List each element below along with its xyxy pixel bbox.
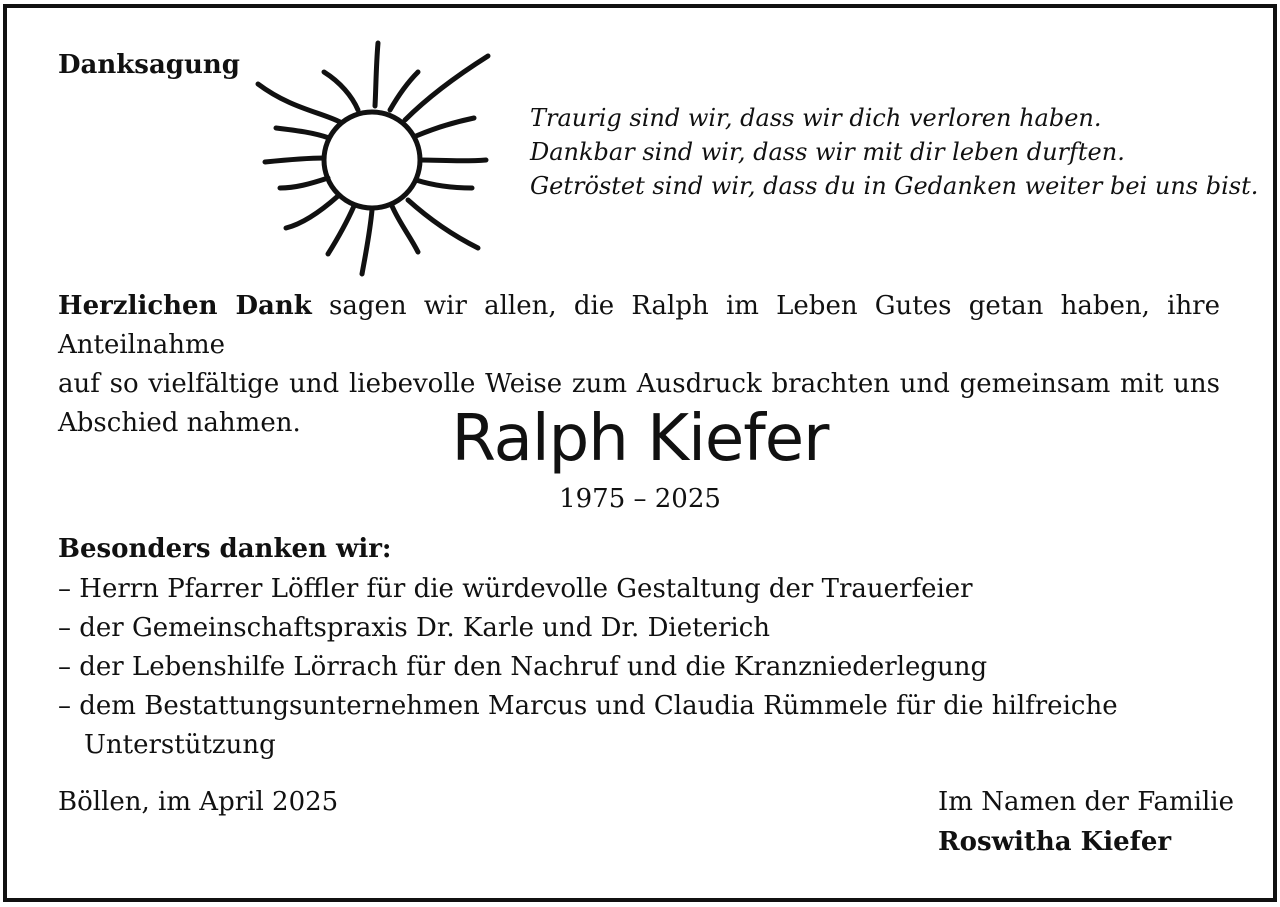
- sun-icon: [250, 38, 495, 278]
- special-thanks-list: [58, 570, 1118, 765]
- thanks-line-1: [58, 287, 1220, 365]
- list-item-continuation: Unterstützung: [84, 730, 276, 760]
- thanks-line-2: auf so vielfältige und liebevolle Weise zum Ausdruck brachten und gemeinsam mit uns: [58, 369, 1220, 399]
- deceased-years: 1975 – 2025: [559, 484, 721, 514]
- notice-heading: Danksagung: [58, 50, 240, 80]
- verse-line-1: Traurig sind wir, dass wir dich verloren haben.: [530, 104, 1102, 132]
- verse-line-2: Dankbar sind wir, dass wir mit dir leben durften.: [530, 138, 1125, 166]
- list-item: – dem Bestattungsunternehmen Marcus und Claudia Rümmele für die hilfreiche: [58, 691, 1118, 721]
- thanks-bold-intro: Herzlichen Dank: [58, 291, 312, 321]
- deceased-name: Ralph Kiefer: [451, 402, 829, 476]
- place-date: Böllen, im April 2025: [58, 787, 339, 817]
- list-item: – Herrn Pfarrer Löffler für die würdevolle Gestaltung der Trauerfeier: [58, 574, 973, 604]
- family-line: Im Namen der Familie: [938, 787, 1234, 817]
- list-item: – der Gemeinschaftspraxis Dr. Karle und Dr. Dieterich: [58, 613, 771, 643]
- list-item: – der Lebenshilfe Lörrach für den Nachruf und die Kranzniederlegung: [58, 652, 988, 682]
- thanks-line-1-rest: sagen wir allen, die Ralph im Leben Gutes getan haben, ihre Anteilnahme: [58, 291, 1220, 360]
- thanks-line-3: Abschied nahmen.: [58, 408, 301, 438]
- verse-line-3: Getröstet sind wir, dass du in Gedanken weiter bei uns bist.: [530, 172, 1259, 200]
- signer-name: Roswitha Kiefer: [938, 827, 1172, 857]
- special-thanks-title: Besonders danken wir:: [58, 534, 392, 564]
